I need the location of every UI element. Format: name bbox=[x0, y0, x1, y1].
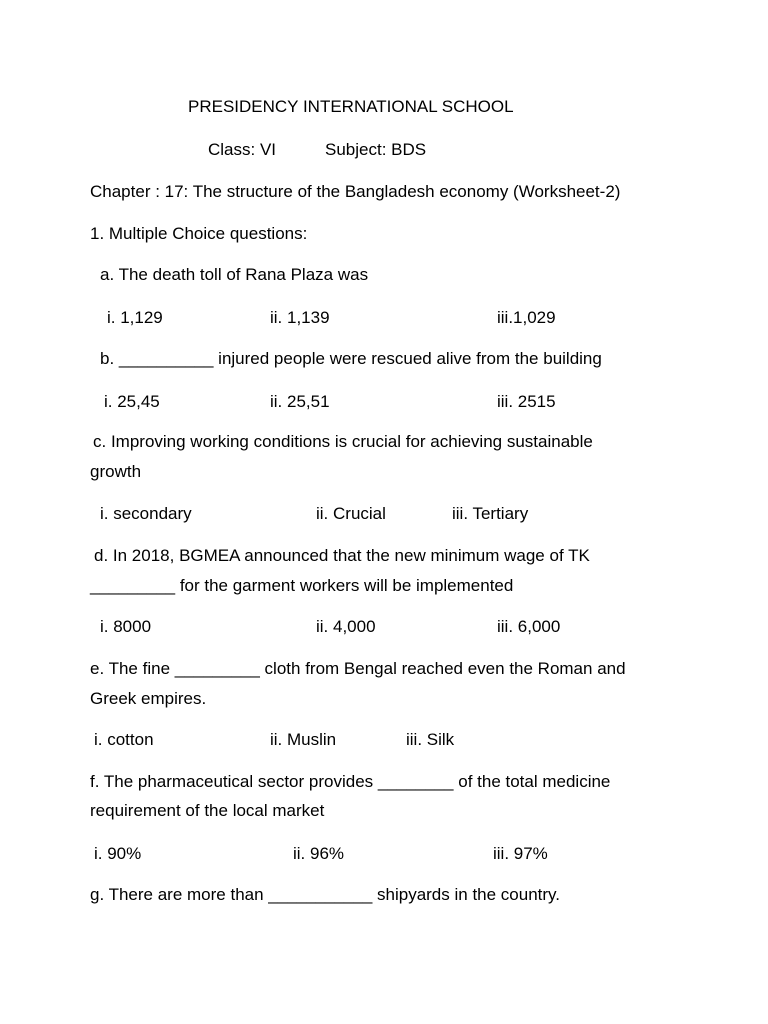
question-f-option-3: iii. 97% bbox=[493, 844, 548, 863]
question-e-line-1: e. The fine _________ cloth from Bengal reached even the Roman and bbox=[90, 659, 626, 678]
class-label: Class: VI bbox=[208, 140, 277, 159]
question-b: b. __________ injured people were rescued alive from the building bbox=[100, 349, 602, 368]
school-title: PRESIDENCY INTERNATIONAL SCHOOL bbox=[188, 97, 514, 116]
question-d-option-2: ii. 4,000 bbox=[316, 617, 376, 636]
question-b-option-1: i. 25,45 bbox=[104, 392, 160, 411]
question-a: a. The death toll of Rana Plaza was bbox=[100, 265, 369, 284]
chapter-heading: Chapter : 17: The structure of the Bangladesh economy (Worksheet-2) bbox=[90, 182, 621, 201]
question-e-line-2: Greek empires. bbox=[90, 689, 207, 708]
question-f-option-1: i. 90% bbox=[94, 844, 142, 863]
question-g: g. There are more than ___________ shipyards in the country. bbox=[90, 885, 561, 904]
question-f-option-2: ii. 96% bbox=[293, 844, 345, 863]
question-d-option-3: iii. 6,000 bbox=[497, 617, 561, 636]
question-f-line-2: requirement of the local market bbox=[90, 801, 325, 820]
question-b-option-3: iii. 2515 bbox=[497, 392, 556, 411]
section-title: 1. Multiple Choice questions: bbox=[90, 224, 308, 243]
question-b-option-2: ii. 25,51 bbox=[270, 392, 330, 411]
question-d-option-1: i. 8000 bbox=[100, 617, 152, 636]
question-d-line-2: _________ for the garment workers will be implemented bbox=[90, 576, 514, 595]
question-a-option-3: iii.1,029 bbox=[497, 308, 556, 327]
question-a-option-1: i. 1,129 bbox=[107, 308, 163, 327]
question-c-line-2: growth bbox=[90, 462, 142, 481]
question-d-line-1: d. In 2018, BGMEA announced that the new minimum wage of TK bbox=[94, 546, 590, 565]
question-c-option-1: i. secondary bbox=[100, 504, 192, 523]
question-e-option-2: ii. Muslin bbox=[270, 730, 337, 749]
subject-label: Subject: BDS bbox=[325, 140, 427, 159]
question-f-line-1: f. The pharmaceutical sector provides ________ of the total medicine bbox=[90, 772, 611, 791]
question-a-option-2: ii. 1,139 bbox=[270, 308, 330, 327]
question-e-option-3: iii. Silk bbox=[406, 730, 455, 749]
question-e-option-1: i. cotton bbox=[94, 730, 154, 749]
question-c-option-3: iii. Tertiary bbox=[452, 504, 529, 523]
question-c-option-2: ii. Crucial bbox=[316, 504, 386, 523]
question-c-line-1: c. Improving working conditions is crucial for achieving sustainable bbox=[93, 432, 593, 451]
